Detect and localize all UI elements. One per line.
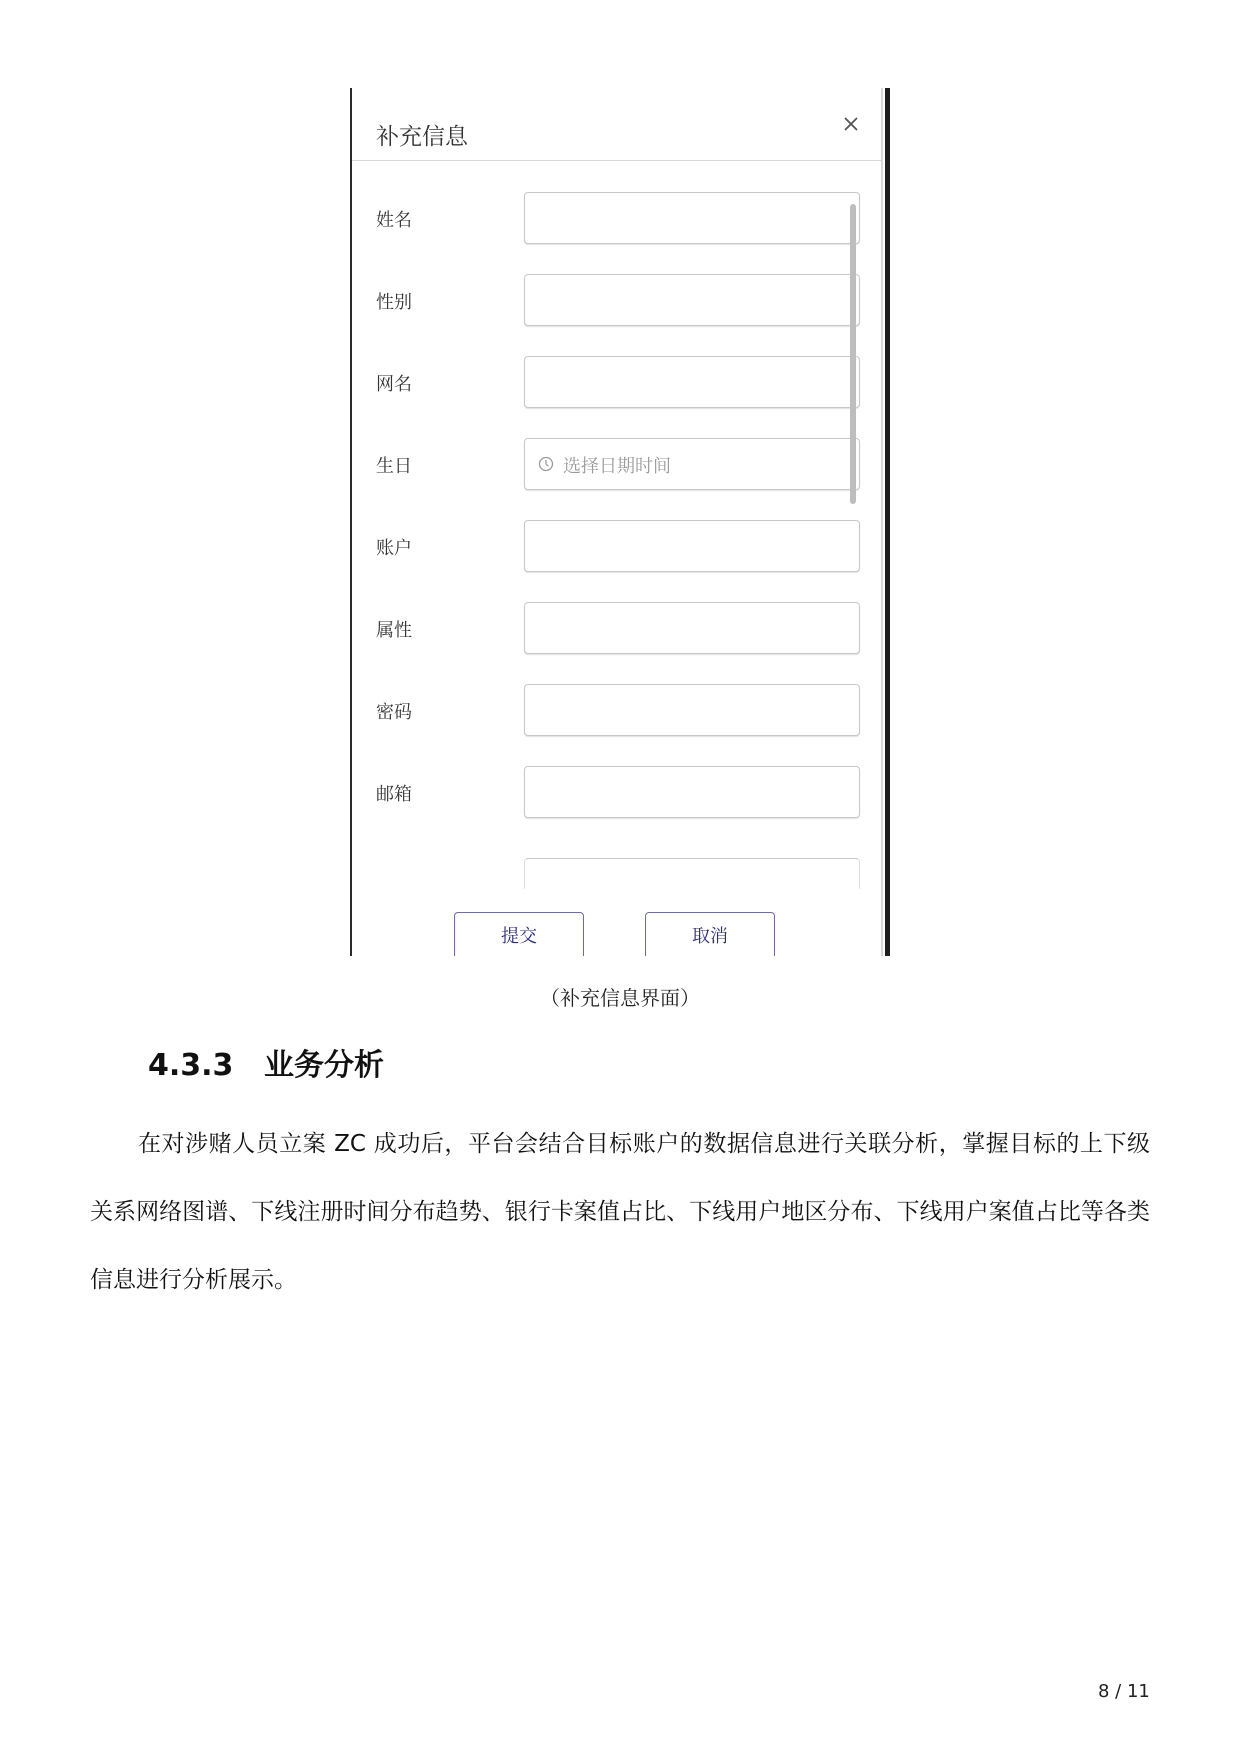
- section-number: 4.3.3: [148, 1048, 234, 1083]
- clock-icon: [538, 456, 554, 472]
- field-label: 密码: [376, 702, 412, 723]
- page-number: 8 / 11: [1098, 1681, 1150, 1702]
- dialog-screenshot: [350, 88, 890, 956]
- gender-input[interactable]: [524, 274, 860, 326]
- field-label: 生日: [376, 456, 412, 477]
- birthday-placeholder: 选择日期时间: [563, 456, 671, 477]
- dialog-right-border: [881, 88, 883, 956]
- nickname-input[interactable]: [524, 356, 860, 408]
- close-icon[interactable]: [837, 110, 865, 138]
- title-divider: [352, 160, 881, 161]
- password-input[interactable]: [524, 684, 860, 736]
- account-input[interactable]: [524, 520, 860, 572]
- field-label: 网名: [376, 374, 412, 395]
- attribute-input[interactable]: [524, 602, 860, 654]
- submit-button[interactable]: 提交: [454, 912, 584, 956]
- form-row-nickname: [350, 356, 870, 410]
- form-row-password: [350, 684, 870, 738]
- window-edge: [885, 88, 890, 956]
- field-label: 邮箱: [376, 784, 412, 805]
- form-row-birthday: [350, 438, 870, 492]
- figure-caption: （补充信息界面）: [540, 986, 700, 1010]
- form-row-account: [350, 520, 870, 574]
- form-row-attribute: [350, 602, 870, 656]
- section-title: 业务分析: [264, 1048, 384, 1083]
- form-row-gender: [350, 274, 870, 328]
- cancel-button[interactable]: 取消: [645, 912, 775, 956]
- field-label: 属性: [376, 620, 412, 641]
- field-label: 账户: [376, 538, 412, 559]
- body-paragraph: 在对涉赌人员立案 ZC 成功后，平台会结合目标账户的数据信息进行关联分析，掌握目标的上下级关系网络图谱、下线注册时间分布趋势、银行卡案值占比、下线用户地区分布、下线用户案值占比等各类信息进行分析展示。: [90, 1131, 1150, 1293]
- name-input[interactable]: [524, 192, 860, 244]
- form-row-email: [350, 766, 870, 820]
- section-heading: [148, 1040, 384, 1084]
- email-input[interactable]: [524, 766, 860, 818]
- field-label: 性别: [376, 292, 412, 313]
- partial-hidden-input[interactable]: [524, 858, 860, 889]
- scrollbar-thumb[interactable]: [850, 204, 856, 504]
- birthday-datetime-picker[interactable]: [524, 438, 860, 490]
- form-row-name: [350, 192, 870, 246]
- dialog-title: 补充信息: [376, 124, 468, 150]
- field-label: 姓名: [376, 210, 412, 231]
